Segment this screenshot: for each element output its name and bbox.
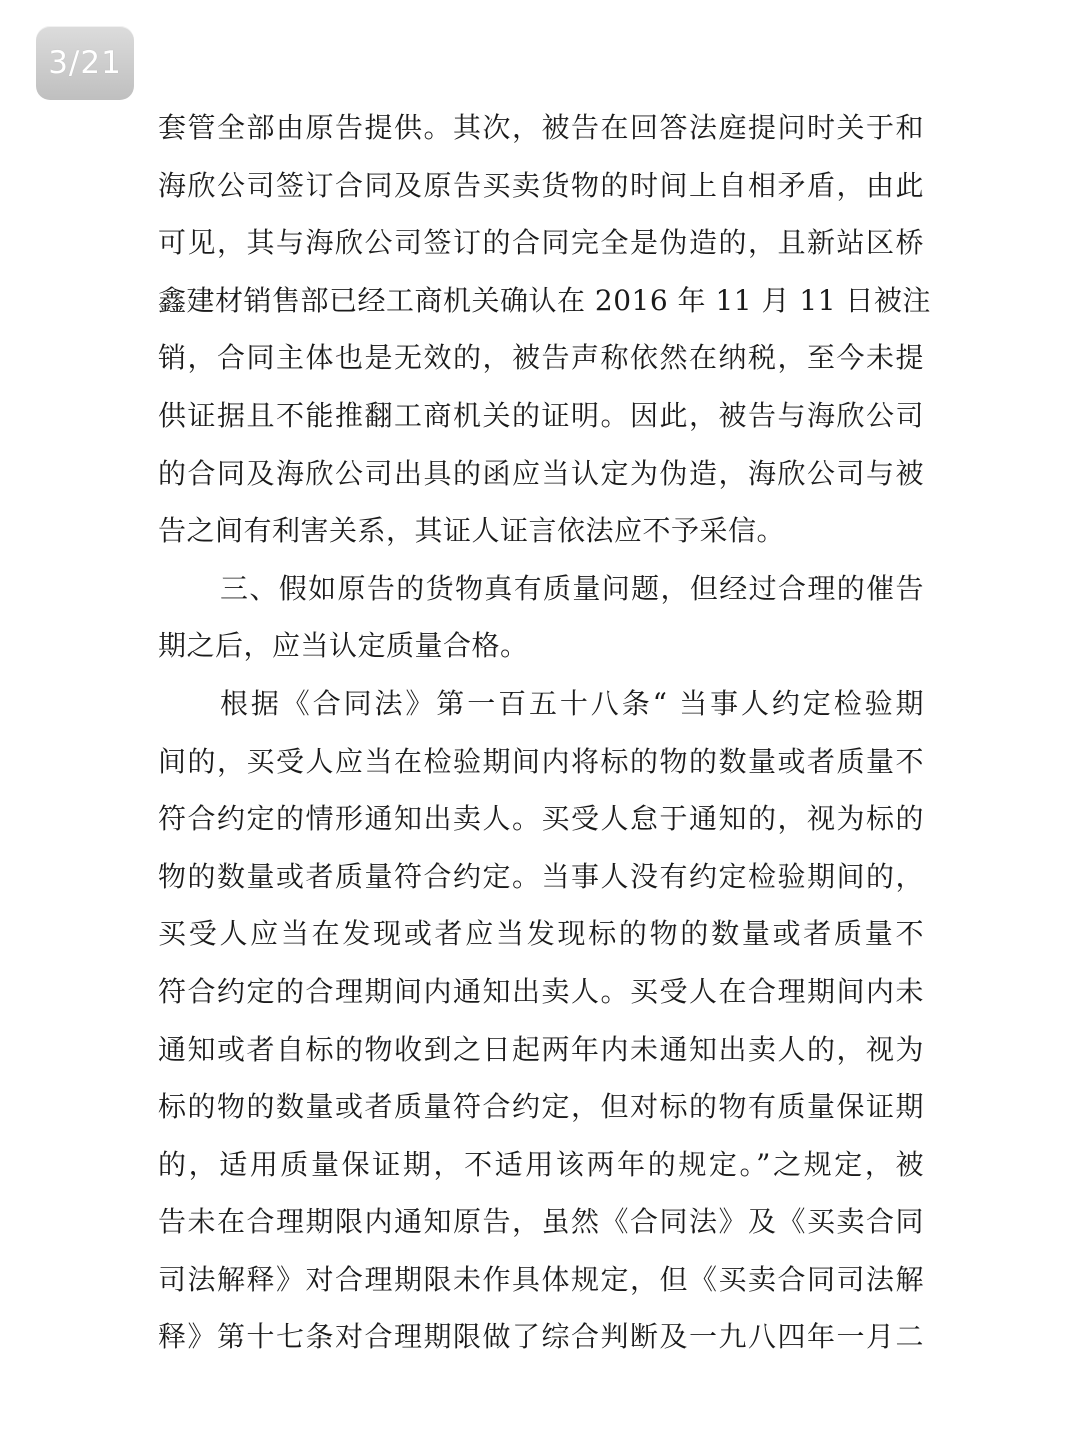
document-line: 的合同及海欣公司出具的函应当认定为伪造，海欣公司与被 [158,456,924,490]
document-line: 标的物的数量或者质量符合约定，但对标的物有质量保证期 [158,1090,924,1124]
document-line: 可见，其与海欣公司签订的合同完全是伪造的，且新站区桥 [158,226,924,260]
document-line: 鑫建材销售部已经工商机关确认在 2016 年 11 月 11 日被注 [158,283,931,317]
document-line: 供证据且不能推翻工商机关的证明。因此，被告与海欣公司 [158,398,924,432]
document-line: 买受人应当在发现或者应当发现标的物的数量或者质量不 [158,917,924,951]
document-line: 告未在合理期限内通知原告，虽然《合同法》及《买卖合同 [158,1205,924,1239]
document-line: 通知或者自标的物收到之日起两年内未通知出卖人的，视为 [158,1032,924,1066]
document-line: 符合约定的情形通知出卖人。买受人怠于通知的，视为标的 [158,802,924,836]
section-heading-line: 期之后，应当认定质量合格。 [158,629,529,663]
section-heading-line: 三、假如原告的货物真有质量问题，但经过合理的催告 [220,571,924,605]
document-line: 销，合同主体也是无效的，被告声称依然在纳税，至今未提 [158,341,924,375]
document-line: 物的数量或者质量符合约定。当事人没有约定检验期间的， [158,859,924,893]
document-line: 的，适用质量保证期，不适用该两年的规定。”之规定，被 [158,1147,924,1181]
document-line: 套管全部由原告提供。其次，被告在回答法庭提问时关于和 [158,111,924,144]
document-line: 海欣公司签订合同及原告买卖货物的时间上自相矛盾，由此 [158,168,924,202]
document-line: 根据《合同法》第一百五十八条“ 当事人约定检验期 [220,686,924,720]
document-line: 释》第十七条对合理期限做了综合判断及一九八四年一月二 [158,1320,924,1354]
page-indicator-badge: 3/21 [36,26,134,100]
document-line: 告之间有利害关系，其证人证言依法应不予采信。 [158,514,786,548]
document-line: 司法解释》对合理期限未作具体规定，但《买卖合同司法解 [158,1262,924,1296]
document-body [158,99,931,1366]
document-line: 符合约定的合理期间内通知出卖人。买受人在合理期间内未 [158,974,924,1008]
document-line: 间的，买受人应当在检验期间内将标的物的数量或者质量不 [158,744,924,778]
